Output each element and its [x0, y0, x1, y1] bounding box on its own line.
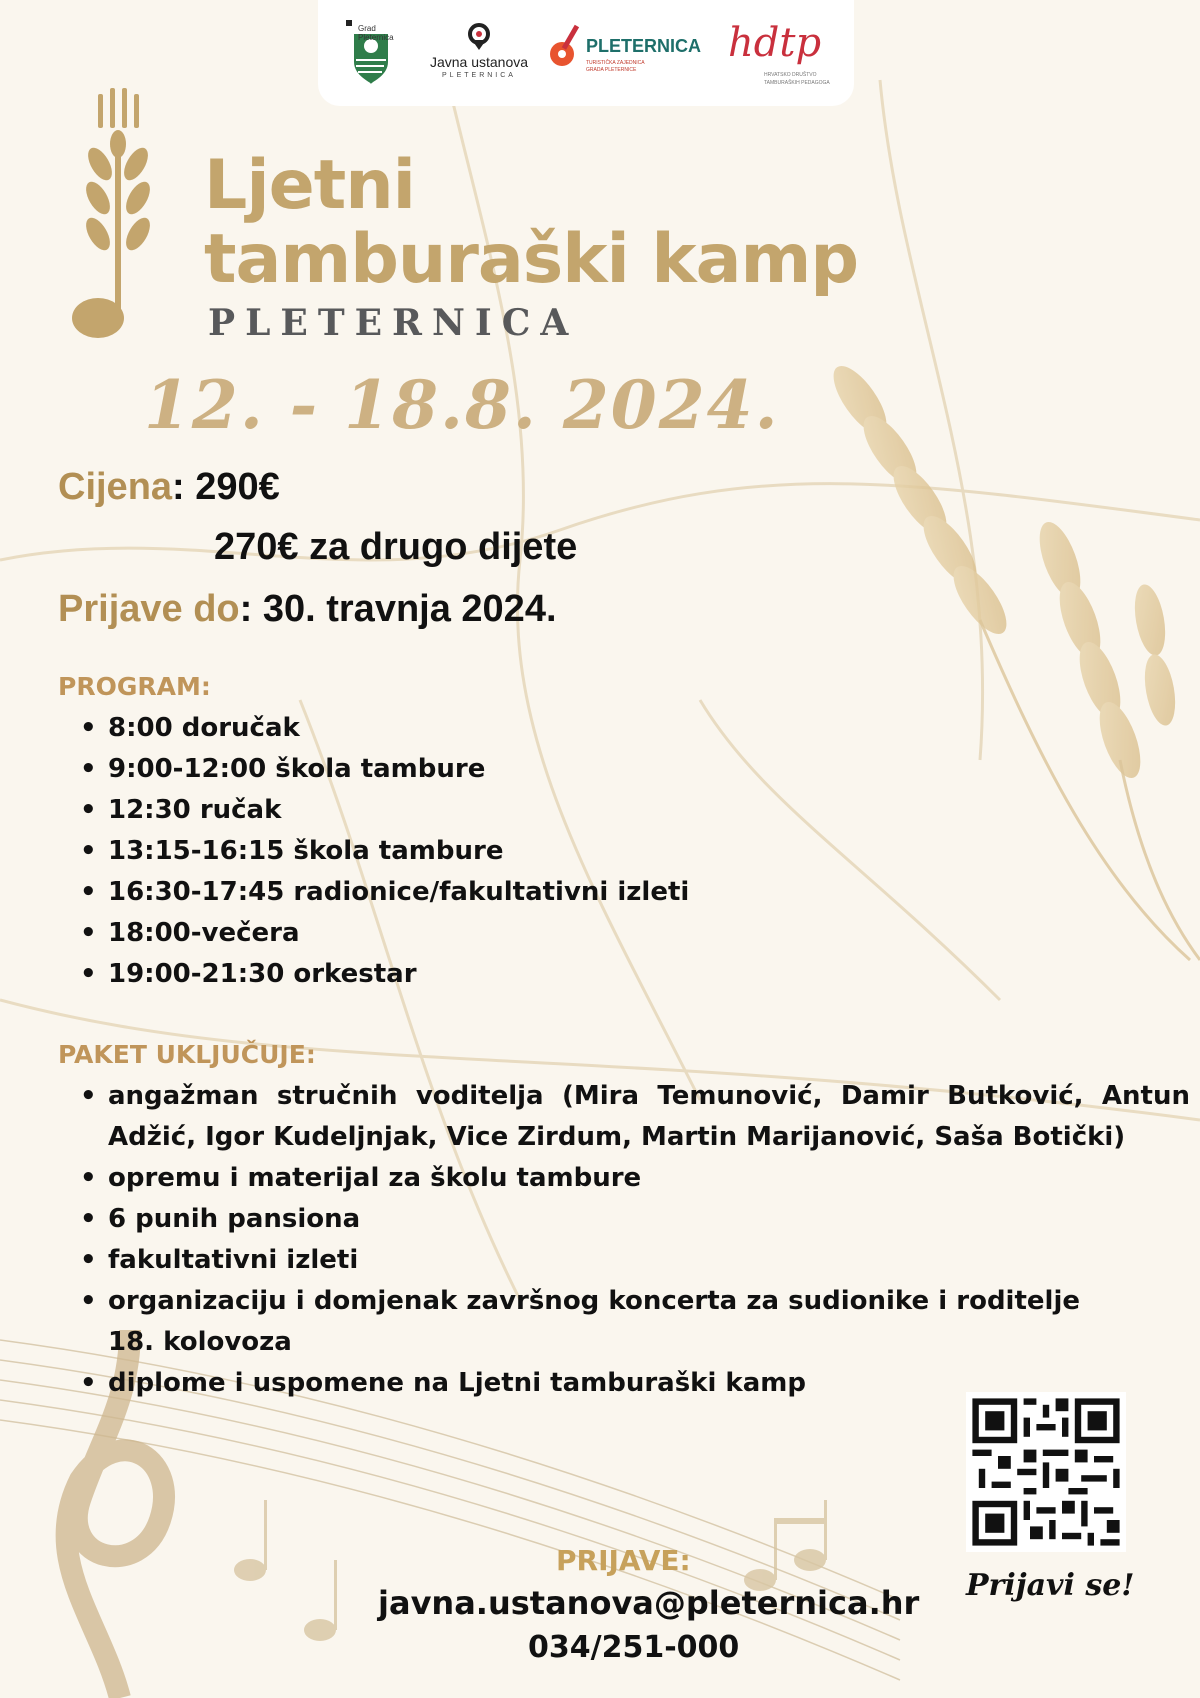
- list-item: • 12:30 ručak: [80, 790, 689, 831]
- list-item: • 8:00 doručak: [80, 708, 689, 749]
- contact-heading: PRIJAVE:: [556, 1544, 691, 1577]
- tz-subtitle-2: GRADA PLETERNICE: [586, 67, 637, 73]
- javna-subtitle: PLETERNICA: [442, 72, 516, 79]
- list-item: • angažman stručnih voditelja (Mira Temunović, Damir Butković, Antun Adžić, Igor Kudeljnjak, Vice Zirdum, Martin Marijanović, Saša Botički): [80, 1076, 1190, 1158]
- list-item: • opremu i materijal za školu tambure: [80, 1158, 1190, 1199]
- tambura-icon: [546, 20, 586, 70]
- title-line-1: Ljetni: [204, 146, 415, 225]
- contact-email[interactable]: javna.ustanova@pleternica.hr: [378, 1584, 920, 1622]
- deadline-value: 30. travnja 2024.: [262, 588, 557, 630]
- list-item: • diplome i uspomene na Ljetni tamburaški kamp: [80, 1363, 1190, 1404]
- hdtp-title: hdtp: [728, 20, 822, 66]
- list-item: • 13:15-16:15 škola tambure: [80, 831, 689, 872]
- list-item: • fakultativni izleti: [80, 1240, 1190, 1281]
- title-line-2: tamburaški kamp: [204, 220, 859, 299]
- qr-code-icon[interactable]: [966, 1392, 1126, 1552]
- javna-title: Javna ustanova: [429, 54, 529, 70]
- package-list: [80, 1076, 1190, 1404]
- qr-caption: Prijavi se!: [966, 1568, 1135, 1603]
- list-item: • 9:00-12:00 škola tambure: [80, 749, 689, 790]
- contact-phone[interactable]: 034/251-000: [528, 1630, 740, 1665]
- hdtp-logo: [724, 20, 844, 90]
- partner-logos-bar: [318, 0, 854, 106]
- grad-label: Grad Pleternica: [358, 24, 394, 42]
- location-pin-icon: [414, 20, 544, 52]
- list-item: • 19:00-21:30 orkestar: [80, 954, 689, 995]
- price-label: Cijena: [58, 466, 173, 508]
- deadline-line: Prijave do: 30. travnja 2024.: [58, 588, 557, 630]
- tz-subtitle-1: TURISTIČKA ZAJEDNICA: [586, 60, 645, 66]
- event-dates: 12. - 18.8. 2024.: [144, 366, 780, 444]
- list-item: • 6 punih pansiona: [80, 1199, 1190, 1240]
- tz-title: PLETERNICA: [586, 36, 702, 56]
- hdtp-subtitle-1: HRVATSKO DRUŠTVO: [764, 72, 817, 78]
- deadline-label: Prijave do: [58, 588, 240, 630]
- hdtp-subtitle-2: TAMBURAŠKIH PEDAGOGA: [764, 80, 830, 86]
- list-item: • 18:00-večera: [80, 913, 689, 954]
- program-heading: PROGRAM:: [58, 672, 211, 701]
- program-list: [80, 708, 689, 995]
- list-item: • organizaciju i domjenak završnog koncerta za sudionike i roditelje 18. kolovoza: [80, 1281, 1080, 1363]
- title-location: PLETERNICA: [208, 302, 579, 344]
- package-heading: PAKET UKLJUČUJE:: [58, 1040, 316, 1069]
- second-child-price: 270€ za drugo dijete: [214, 526, 578, 568]
- javna-ustanova-logo: [414, 20, 544, 86]
- list-item: • 16:30-17:45 radionice/fakultativni izleti: [80, 872, 689, 913]
- price-value: 290€: [195, 466, 280, 508]
- wheat-note-icon: [72, 88, 182, 348]
- price-line: Cijena: 290€: [58, 466, 280, 508]
- tz-pleternica-logo: [546, 20, 716, 86]
- grad-pleternica-logo: [342, 20, 394, 86]
